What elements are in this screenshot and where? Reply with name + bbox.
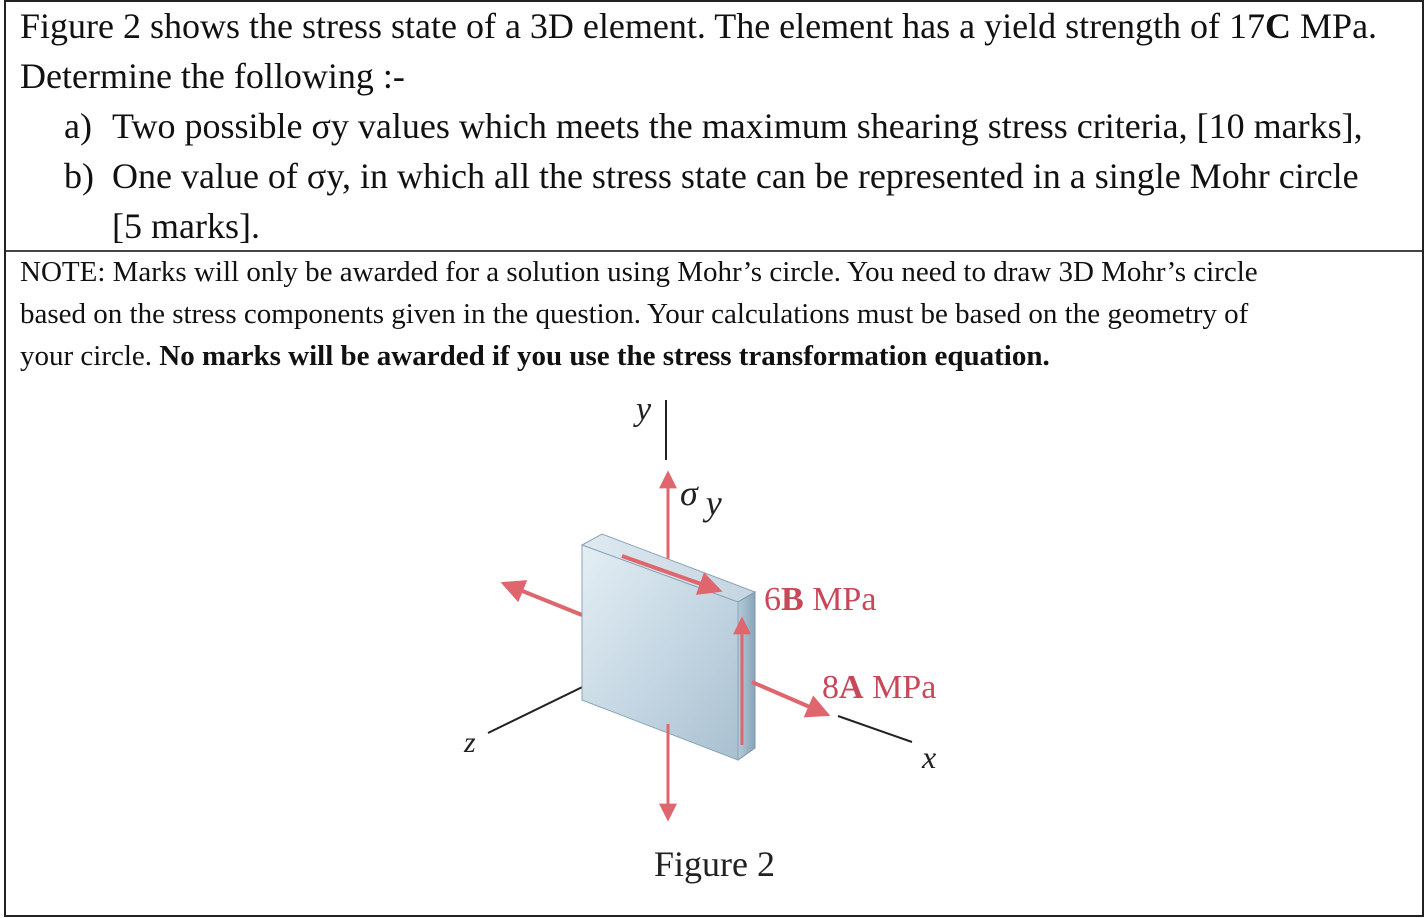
normal-unit: MPa [863, 669, 937, 706]
yield-variable: C [1265, 6, 1292, 46]
shear-stress-label [764, 581, 876, 618]
item-b-label: b) [64, 156, 94, 196]
intro-text: Figure 2 shows the stress state of a 3D element. The element has a yield strength of 17 [20, 6, 1266, 46]
left-normal-arrow [505, 584, 582, 615]
figure-caption: Figure 2 [654, 844, 775, 884]
note-line3-text: your circle. [20, 340, 160, 372]
normal-value: 8 [822, 669, 839, 706]
note-warning: No marks will be awarded if you use the stress transformation equation. [159, 340, 1050, 372]
note-line1: NOTE: Marks will only be awarded for a solution using Mohr’s circle. You need to draw 3D Mohr’s circle [20, 256, 1258, 288]
question-intro-line2: Determine the following :- [20, 56, 405, 96]
item-a-label: a) [64, 106, 92, 146]
sigma-y-label [680, 473, 722, 523]
normal-variable: A [839, 669, 864, 706]
question-item-b-continuation: [5 marks]. [112, 206, 260, 246]
intro-unit: MPa. [1291, 6, 1378, 46]
right-normal-arrow [752, 682, 826, 714]
item-b-text: One value of σy, in which all the stress state can be represented in a single Mohr circle [112, 156, 1359, 196]
shear-value: 6 [764, 581, 781, 618]
x-axis-label: x [922, 739, 937, 775]
sigma-subscript: y [705, 483, 722, 523]
normal-stress-label [822, 669, 936, 706]
note-line2: based on the stress components given in the question. Your calculations must be based on the geometry of [20, 298, 1249, 330]
item-a-text: Two possible σy values which meets the maximum shearing stress criteria, [10 marks], [112, 106, 1363, 146]
x-axis-line [838, 716, 912, 742]
z-axis-label: z [464, 726, 476, 759]
y-axis-label: y [636, 391, 652, 428]
shear-unit: MPa [803, 581, 877, 618]
sigma-symbol: σ [680, 473, 698, 513]
shear-variable: B [781, 581, 804, 618]
